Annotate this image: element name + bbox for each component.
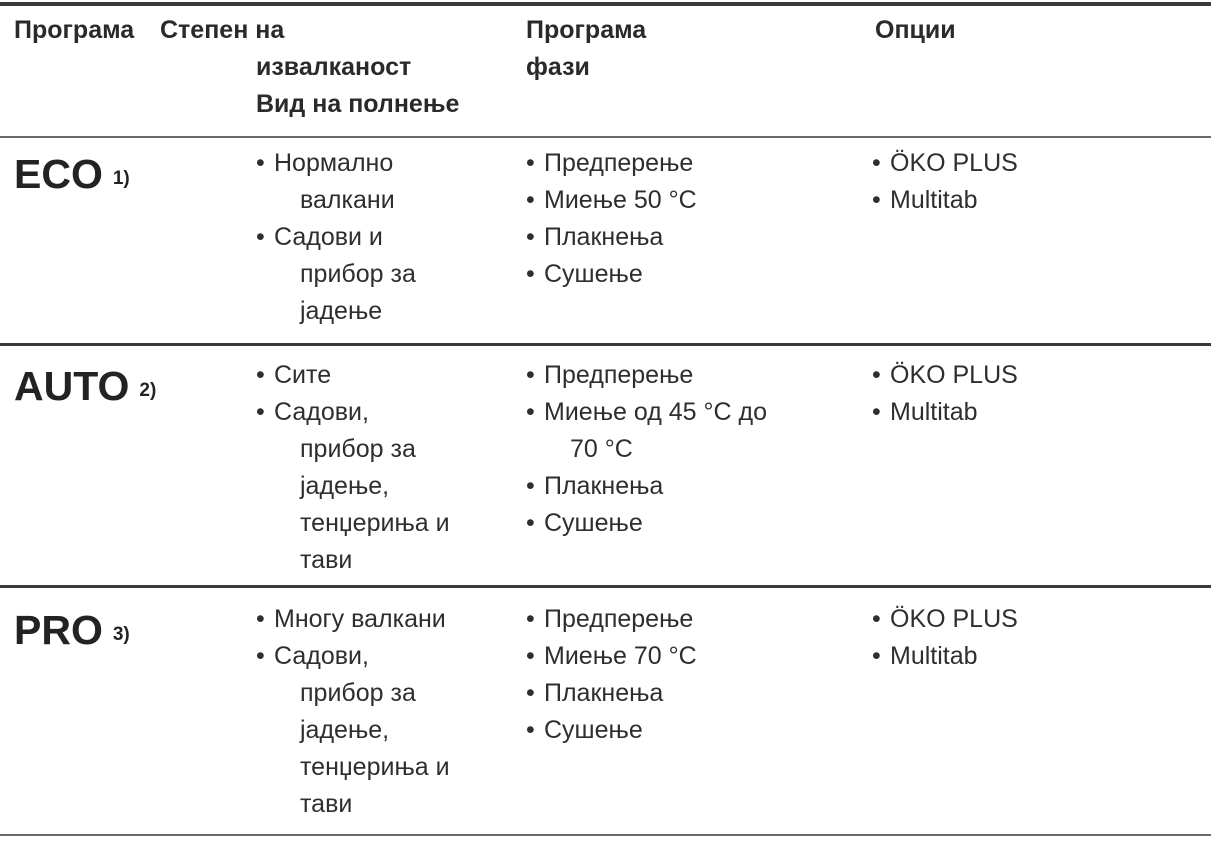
- bullet-icon: •: [526, 260, 535, 288]
- bullet-icon: •: [526, 398, 535, 426]
- phase-item: [526, 468, 767, 505]
- bullet-icon: •: [526, 186, 535, 214]
- program-name: AUTO: [14, 363, 130, 409]
- load-item-cont: тави: [300, 546, 353, 574]
- bullet-icon: •: [526, 642, 535, 670]
- program-footnote: 2): [139, 380, 157, 401]
- load-item-cont: јадење: [300, 297, 383, 325]
- header-bottom-rule: [0, 136, 1211, 138]
- phase-item-text: Миење од 45 °C до: [544, 398, 767, 426]
- bullet-icon: •: [256, 149, 265, 177]
- row-divider-1: [0, 343, 1211, 346]
- header-soil-line-3: Вид на полнење: [256, 90, 460, 118]
- bullet-icon: •: [526, 605, 535, 633]
- header-program-label: Програма: [14, 16, 135, 44]
- bullet-icon: •: [872, 186, 881, 214]
- load-item-text: Садови,: [274, 642, 369, 670]
- load-item-cont: тенџериња и: [300, 509, 450, 537]
- program-auto: [14, 364, 156, 408]
- phases-cell-eco: [526, 145, 697, 293]
- bullet-icon: •: [256, 642, 265, 670]
- header-soil-line-1: Степен на: [160, 16, 285, 44]
- option-item-text: ÖKO PLUS: [890, 605, 1018, 633]
- bullet-icon: •: [526, 223, 535, 251]
- table-bottom-rule: [0, 834, 1211, 836]
- phases-cell-auto: [526, 357, 767, 542]
- phase-item-text: Миење 70 °C: [544, 642, 697, 670]
- load-cell-pro: [256, 601, 450, 823]
- phases-cell-pro: [526, 601, 697, 749]
- phase-item: [526, 219, 697, 256]
- load-item-cont: јадење,: [300, 472, 390, 500]
- phase-item-cont: 70 °C: [570, 435, 633, 463]
- bullet-icon: •: [526, 679, 535, 707]
- load-item-cont: валкани: [300, 186, 395, 214]
- phase-item-text: Плакнења: [544, 679, 664, 707]
- load-item-cont: тави: [300, 790, 353, 818]
- option-item-text: ÖKO PLUS: [890, 361, 1018, 389]
- program-name: ECO: [14, 151, 103, 197]
- load-item: [256, 601, 450, 638]
- load-item: [256, 357, 450, 394]
- program-pro: [14, 608, 130, 652]
- option-item-text: Multitab: [890, 186, 978, 214]
- bullet-icon: •: [256, 398, 265, 426]
- phase-item: [526, 712, 697, 749]
- options-cell-eco: [872, 145, 1018, 219]
- phase-item-text: Плакнења: [544, 472, 664, 500]
- header-soil-level: [160, 12, 459, 123]
- phase-item: [526, 675, 697, 712]
- options-cell-auto: [872, 357, 1018, 431]
- load-item-text: Нормално: [274, 149, 394, 177]
- bullet-icon: •: [872, 605, 881, 633]
- bullet-icon: •: [872, 149, 881, 177]
- bullet-icon: •: [526, 361, 535, 389]
- bullet-icon: •: [872, 398, 881, 426]
- load-item-text: Сите: [274, 361, 332, 389]
- header-soil-line-2: извалканост: [256, 53, 412, 81]
- bullet-icon: •: [256, 605, 265, 633]
- load-item-cont: јадење,: [300, 716, 390, 744]
- bullet-icon: •: [526, 716, 535, 744]
- load-item-text: Садови,: [274, 398, 369, 426]
- phase-item-text: Предперење: [544, 361, 694, 389]
- option-item: [872, 394, 1018, 431]
- option-item: [872, 357, 1018, 394]
- header-options-label: Опции: [875, 16, 956, 44]
- program-name: PRO: [14, 607, 103, 653]
- phase-item: [526, 357, 767, 394]
- phase-item-text: Сушење: [544, 509, 643, 537]
- bullet-icon: •: [872, 642, 881, 670]
- load-item-cont: прибор за: [300, 260, 416, 288]
- table-top-rule: [0, 2, 1211, 6]
- bullet-icon: •: [526, 509, 535, 537]
- program-eco: [14, 152, 130, 196]
- phase-item: [526, 182, 697, 219]
- bullet-icon: •: [526, 149, 535, 177]
- load-item-text: Многу валкани: [274, 605, 446, 633]
- phase-item: [526, 394, 767, 468]
- load-item: [256, 638, 450, 823]
- phase-item: [526, 145, 697, 182]
- load-item: [256, 394, 450, 579]
- bullet-icon: •: [256, 223, 265, 251]
- option-item-text: Multitab: [890, 398, 978, 426]
- option-item: [872, 182, 1018, 219]
- phase-item: [526, 638, 697, 675]
- load-item-cont: прибор за: [300, 435, 416, 463]
- load-item-text: Садови и: [274, 223, 383, 251]
- phase-item: [526, 256, 697, 293]
- load-item-cont: тенџериња и: [300, 753, 450, 781]
- option-item: [872, 638, 1018, 675]
- options-cell-pro: [872, 601, 1018, 675]
- load-item: [256, 145, 416, 219]
- header-phases-line-1: Програма: [526, 16, 647, 44]
- load-item: [256, 219, 416, 330]
- bullet-icon: •: [256, 361, 265, 389]
- header-program: [14, 12, 134, 49]
- header-options: [875, 12, 956, 49]
- load-cell-eco: [256, 145, 416, 330]
- option-item: [872, 601, 1018, 638]
- phase-item: [526, 601, 697, 638]
- phase-item: [526, 505, 767, 542]
- program-footnote: 1): [112, 168, 130, 189]
- option-item-text: ÖKO PLUS: [890, 149, 1018, 177]
- load-item-cont: прибор за: [300, 679, 416, 707]
- option-item-text: Multitab: [890, 642, 978, 670]
- program-footnote: 3): [112, 624, 130, 645]
- load-cell-auto: [256, 357, 450, 579]
- phase-item-text: Плакнења: [544, 223, 664, 251]
- header-phases-line-2: фази: [526, 53, 590, 81]
- phase-item-text: Миење 50 °C: [544, 186, 697, 214]
- phase-item-text: Предперење: [544, 605, 694, 633]
- bullet-icon: •: [872, 361, 881, 389]
- phase-item-text: Сушење: [544, 260, 643, 288]
- phase-item-text: Сушење: [544, 716, 643, 744]
- bullet-icon: •: [526, 472, 535, 500]
- option-item: [872, 145, 1018, 182]
- header-phases: [526, 12, 646, 86]
- phase-item-text: Предперење: [544, 149, 694, 177]
- row-divider-2: [0, 585, 1211, 588]
